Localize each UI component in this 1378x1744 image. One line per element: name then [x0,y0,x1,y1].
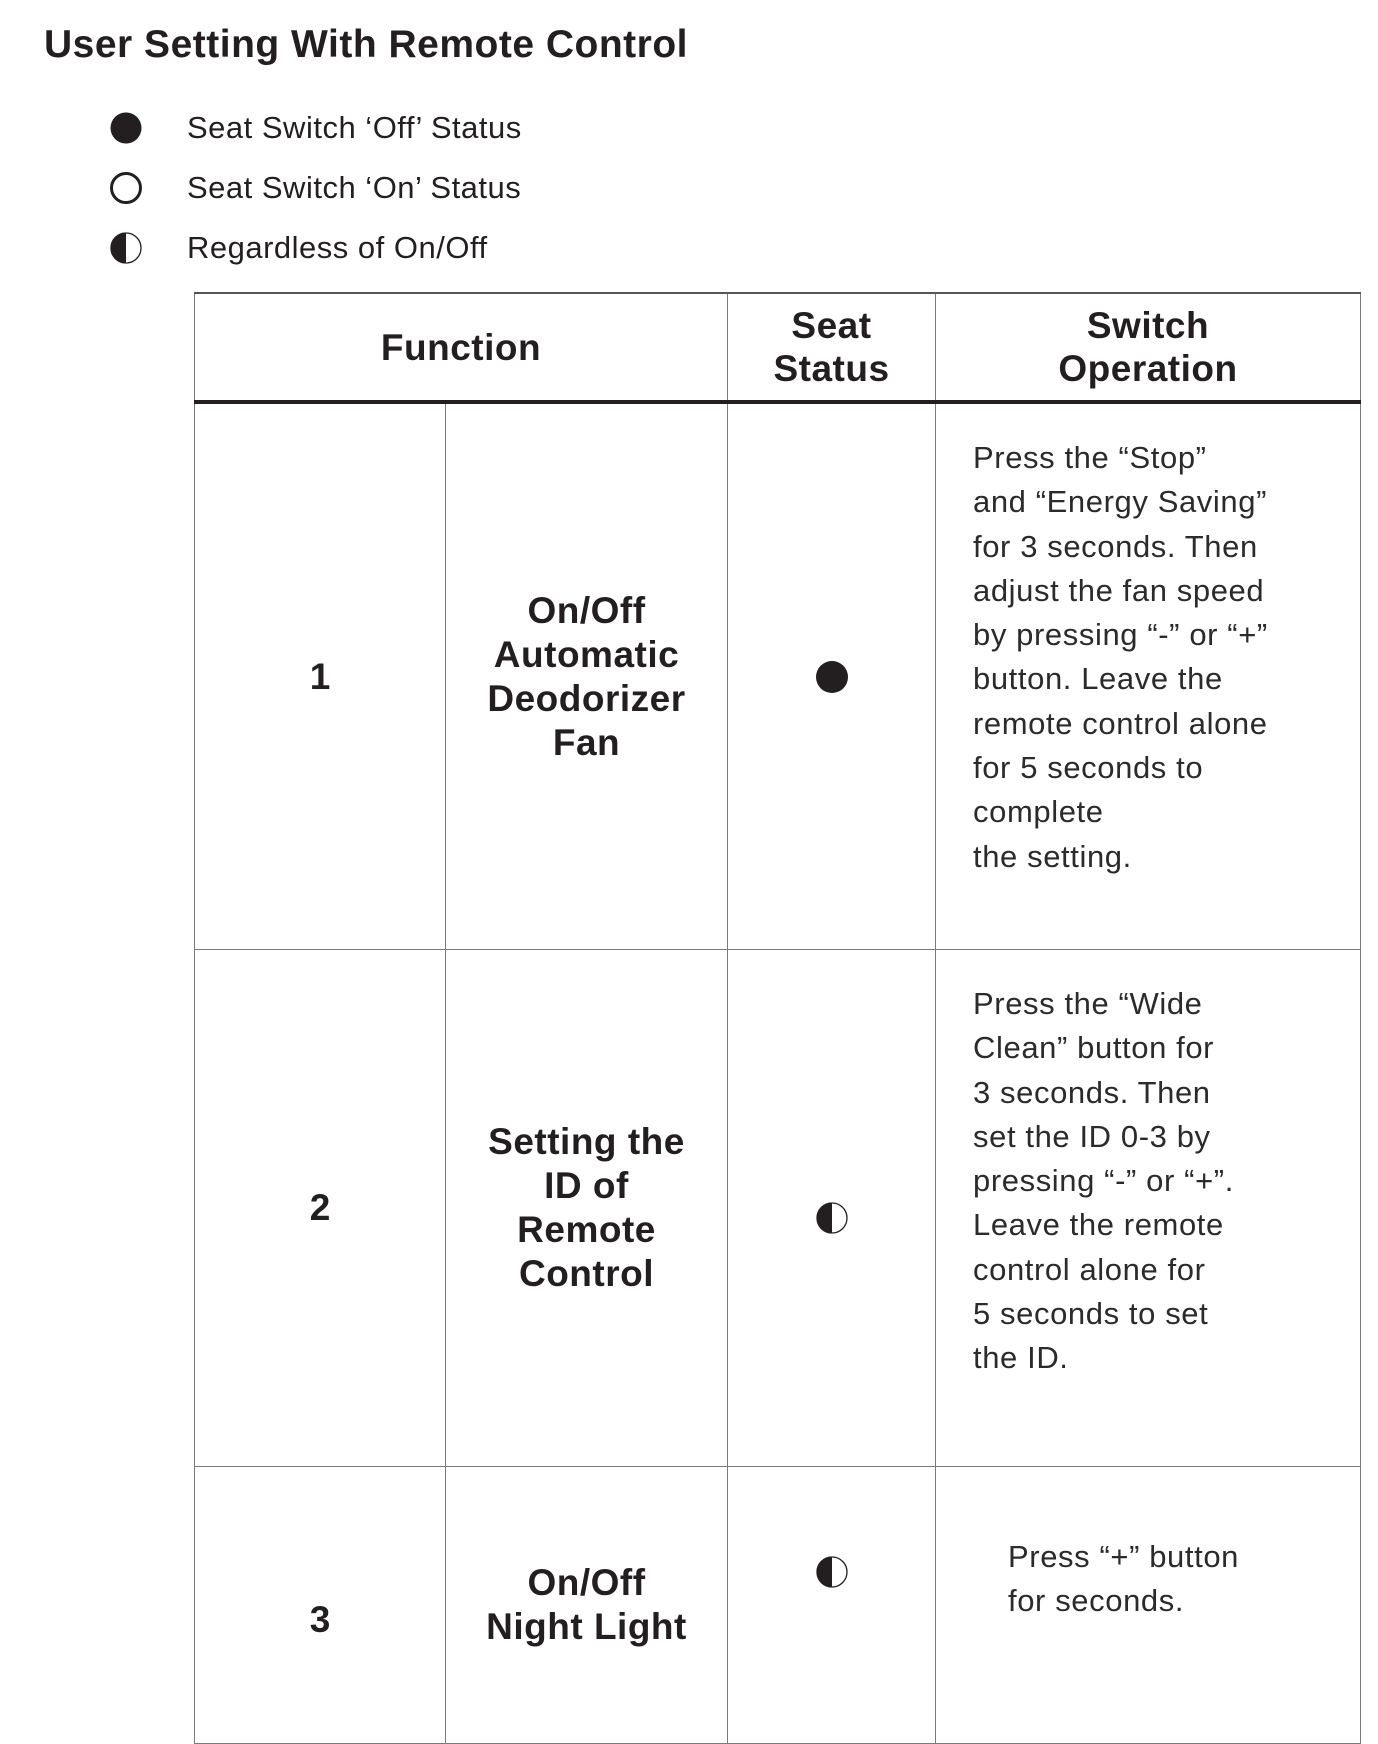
half-circle-icon [108,230,144,266]
operation-line: Press “+” button [1008,1539,1240,1574]
function-name [446,402,728,950]
filled-circle-icon [815,660,849,694]
half-circle-icon [815,1555,849,1589]
function-line: Automatic [493,633,680,675]
operation-line: complete [973,794,1104,830]
operation-line: and “Energy Saving” [973,484,1268,520]
function-line: Setting the [488,1121,685,1162]
header-seat-status-line1: Seat [791,305,872,346]
operation-line: Press the “Wide [973,986,1203,1021]
function-line: Night Light [486,1606,687,1647]
half-circle-icon [815,1201,849,1235]
legend-label: Seat Switch ‘On’ Status [187,170,522,205]
operation-line: by pressing “-” or “+” [973,617,1268,653]
operation-line: Clean” button for [973,1030,1215,1066]
row-number: 1 [195,402,446,950]
operation-line: 5 seconds to set [973,1296,1209,1332]
header-seat-status-line2: Status [773,348,890,389]
function-line: On/Off [527,1562,646,1603]
operation-line: set the ID 0-3 by [973,1118,1211,1154]
operation-line: the ID. [973,1340,1069,1376]
seat-status [728,950,936,1467]
legend-item-regardless [108,218,522,278]
operation-line: Leave the remote [973,1207,1224,1243]
operation-line: adjust the fan speed [973,572,1265,608]
operation-line: for seconds. [1008,1583,1185,1619]
table-header-row [195,293,1361,402]
function-line: On/Off [527,589,646,631]
header-function: Function [195,293,728,402]
page-title: User Setting With Remote Control [44,23,688,66]
function-line: Deodorizer [487,677,686,719]
table-row [195,950,1361,1467]
legend-label: Seat Switch ‘Off’ Status [187,110,522,145]
legend [108,98,522,278]
seat-status [728,1467,936,1744]
legend-item-off [108,98,522,158]
switch-operation [936,950,1361,1467]
function-line: Fan [552,721,621,763]
operation-line: pressing “-” or “+”. [973,1163,1234,1199]
header-switch-operation-line1: Switch [1086,305,1210,346]
operation-line: control alone for [973,1251,1206,1287]
operation-line: 3 seconds. Then [973,1074,1211,1110]
header-seat-status [728,293,936,402]
table-row [195,1467,1361,1744]
header-switch-operation-line2: Operation [1058,348,1238,389]
function-line: ID of [544,1165,629,1206]
legend-item-on [108,158,522,218]
operation-line: the setting. [973,838,1132,874]
function-name [446,950,728,1467]
operation-line: button. Leave the [973,661,1223,697]
header-switch-operation [936,293,1361,402]
empty-circle-icon [108,170,144,206]
function-line: Remote [517,1209,656,1250]
settings-table [194,292,1361,1744]
function-name [446,1467,728,1744]
operation-line: for 5 seconds to [973,750,1204,786]
function-line: Control [518,1253,655,1294]
row-number: 3 [195,1467,446,1744]
table-row [195,402,1361,950]
operation-line: for 3 seconds. Then [973,528,1258,564]
seat-status [728,402,936,950]
legend-label: Regardless of On/Off [187,230,488,265]
switch-operation [936,1467,1361,1744]
operation-line: remote control alone [973,705,1268,741]
operation-line: Press the “Stop” [973,440,1207,475]
switch-operation [936,402,1361,950]
row-number: 2 [195,950,446,1467]
filled-circle-icon [108,110,144,146]
